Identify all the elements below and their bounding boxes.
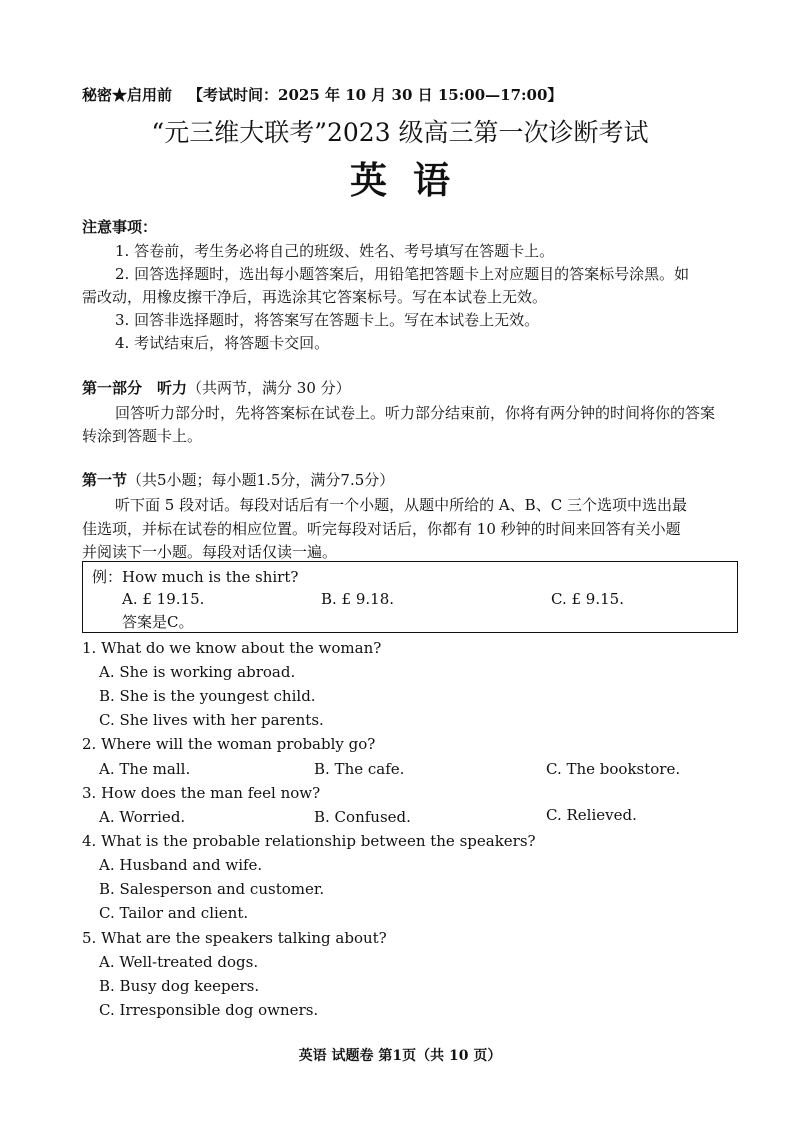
example-option-c: C. £ 9.15. — [551, 590, 624, 608]
exam-time: 【考试时间：2025 年 10 月 30 日 15:00—17:00】 — [188, 86, 563, 104]
question-1-option-c: C. She lives with her parents. — [99, 711, 324, 729]
question-4-option-c: C. Tailor and client. — [99, 904, 249, 922]
header-line — [82, 84, 562, 105]
example-question: 例：How much is the shirt? — [92, 568, 299, 586]
question-1-option-b: B. She is the youngest child. — [99, 687, 316, 705]
exam-title: “元三维大联考”2023 级高三第一次诊断考试 — [151, 118, 649, 147]
section-one-instruction: 并阅读下一小题。每段对话仅读一遍。 — [82, 543, 338, 561]
question-3-option-b: B. Confused. — [314, 808, 411, 826]
notes-heading: 注意事项： — [82, 218, 158, 236]
page-footer: 英语 试题卷 第1页（共 10 页） — [298, 1048, 502, 1064]
part-one-title-bold: 第一部分 听力 — [82, 379, 188, 397]
subject-title: 英语 — [350, 158, 476, 202]
part-one-title-score: （共两节，满分 30 分） — [187, 379, 351, 397]
section-one-instruction: 佳选项，并标在试卷的相应位置。听完每段对话后，你都有 10 秒钟的时间来回答有关小题 — [82, 520, 681, 538]
note-item: 1. 答卷前，考生务必将自己的班级、姓名、考号填写在答题卡上。 — [115, 242, 555, 260]
question-5-option-a: A. Well-treated dogs. — [99, 953, 259, 971]
question-2-option-c: C. The bookstore. — [546, 760, 681, 778]
question-1: 1. What do we know about the woman? — [82, 639, 382, 657]
note-item: 2. 回答选择题时，选出每小题答案后，用铅笔把答题卡上对应题目的答案标号涂黑。如 — [115, 265, 690, 283]
question-1-option-a: A. She is working abroad. — [99, 663, 296, 681]
question-2-option-a: A. The mall. — [99, 760, 191, 778]
note-item: 3. 回答非选择题时，将答案写在答题卡上。写在本试卷上无效。 — [115, 311, 540, 329]
question-5-option-b: B. Busy dog keepers. — [99, 977, 260, 995]
section-one-title-score: （共5小题；每小题1.5分，满分7.5分） — [127, 471, 395, 489]
section-one-title — [82, 469, 394, 490]
question-4: 4. What is the probable relationship between the speakers? — [82, 832, 536, 850]
part-one-instruction: 转涂到答题卡上。 — [82, 427, 203, 445]
question-5-option-c: C. Irresponsible dog owners. — [99, 1001, 319, 1019]
example-option-b: B. £ 9.18. — [321, 590, 395, 608]
question-5: 5. What are the speakers talking about? — [82, 929, 387, 947]
section-one-title-bold: 第一节 — [82, 471, 128, 489]
question-2: 2. Where will the woman probably go? — [82, 735, 376, 753]
part-one-title — [82, 377, 351, 398]
note-item: 4. 考试结束后，将答题卡交回。 — [115, 334, 330, 352]
question-3: 3. How does the man feel now? — [82, 784, 321, 802]
question-2-option-b: B. The cafe. — [314, 760, 405, 778]
example-answer: 答案是C。 — [122, 613, 194, 631]
section-one-instruction: 听下面 5 段对话。每段对话后有一个小题，从题中所给的 A、B、C 三个选项中选出最 — [115, 496, 687, 514]
part-one-instruction: 回答听力部分时，先将答案标在试卷上。听力部分结束前，你将有两分钟的时间将你的答案 — [115, 404, 716, 422]
example-option-a: A. £ 19.15. — [122, 590, 205, 608]
question-3-option-a: A. Worried. — [99, 808, 186, 826]
confidential-label: 秘密★启用前 — [82, 86, 173, 104]
note-item-continued: 需改动，用橡皮擦干净后，再选涂其它答案标号。写在本试卷上无效。 — [82, 288, 548, 306]
question-3-option-c: C. Relieved. — [546, 806, 637, 824]
question-4-option-a: A. Husband and wife. — [99, 856, 263, 874]
question-4-option-b: B. Salesperson and customer. — [99, 880, 325, 898]
